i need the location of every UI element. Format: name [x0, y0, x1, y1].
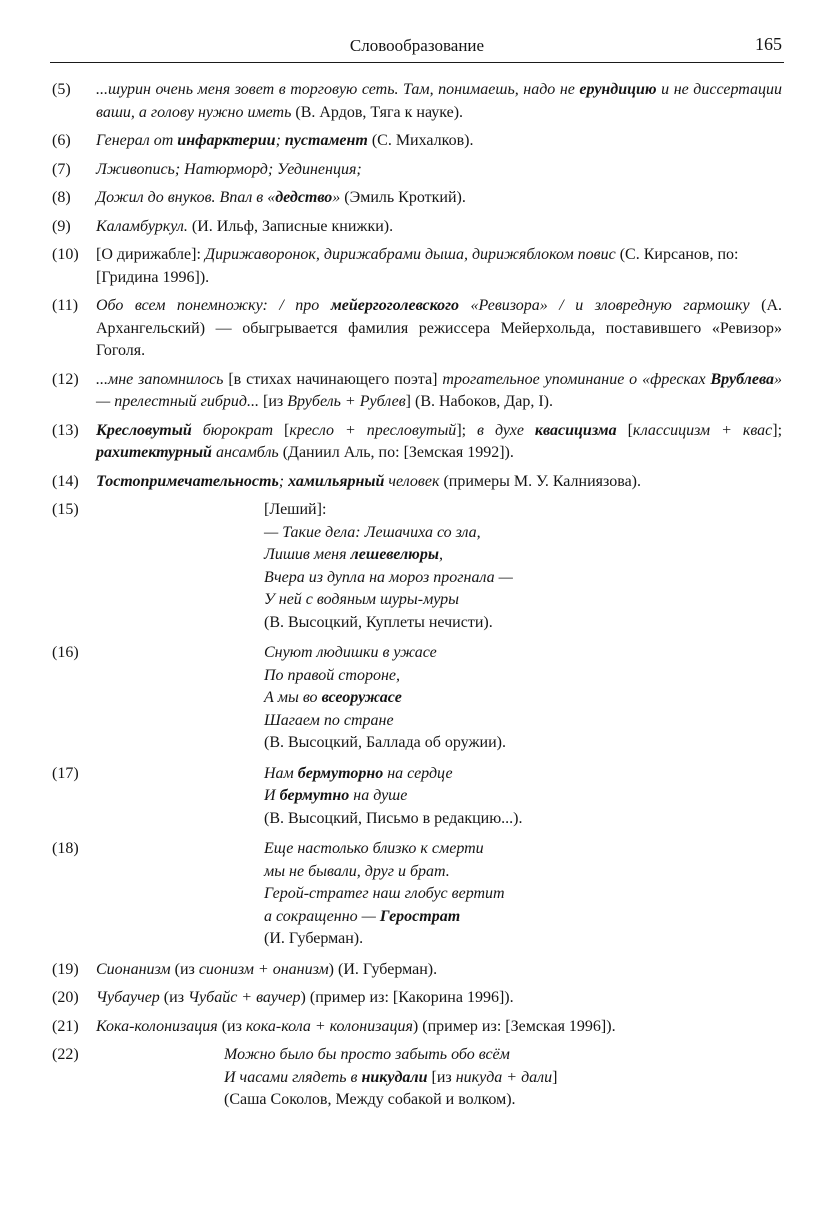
- example-text: ...мне запомнилось [в стихах начинающего поэта] трогательное упоминание о «фресках Врублева» — прелестный гибрид... [из Врубель + Рублев] (В. Набоков, Дар, I).: [96, 370, 782, 410]
- example-text: Лживопись; Натюрморд; Уединенция;: [96, 160, 362, 178]
- example-text: ...шурин очень меня зовет в торговую сеть. Там, понимаешь, надо не ерундицию и не диссертации ваши, а голову нужно иметь (В. Ардов, Тяга к науке).: [96, 81, 783, 121]
- example-number: (9): [52, 217, 71, 235]
- example-number: (17): [52, 764, 79, 782]
- example-21: [52, 1016, 782, 1039]
- poem-lines: [Леший]: — Такие дела: Лешачиха со зла, Лишив меня лешевелюры, Вчера из дупла на мороз прогнала — У ней с водяным шуры-муры (В. Высоцкий, Куплеты нечисти).: [264, 501, 513, 631]
- running-head-title: Словообразование: [349, 36, 485, 55]
- example-number: (20): [52, 989, 79, 1006]
- example-number: (13): [52, 421, 79, 439]
- poem-lines: Нам бермуторно на сердце И бермутно на душе (В. Высоцкий, Письмо в редакцию...).: [264, 764, 523, 827]
- example-8: [52, 187, 782, 210]
- example-13: [52, 420, 782, 465]
- poem-lines: Снуют людишки в ужасе По правой стороне, А мы во всеоружасе Шагаем по стране (В. Высоцкий, Баллада об оружии).: [264, 644, 506, 751]
- running-header: [50, 28, 784, 63]
- example-number: (8): [52, 189, 71, 206]
- example-text: Обо всем понемножку: / про мейергоголевского «Ревизора» / и зловредную гармошку (А. Архангельский) — обыгрывается фамилия режиссера Мейерхольда, поставившего «Ревизор» Гоголя.: [96, 297, 782, 359]
- page-body: [52, 79, 782, 1120]
- example-6: [52, 130, 782, 153]
- example-number: (12): [52, 370, 79, 388]
- example-number: (18): [52, 840, 79, 857]
- example-number: (11): [52, 297, 79, 314]
- example-number: (10): [52, 246, 79, 263]
- example-text: [О дирижабле]: Дирижаворонок, дирижабрами дыша, дирижяблоком повис (С. Кирсанов, по: [Гридина 1996]).: [96, 246, 739, 286]
- example-number: (14): [52, 472, 79, 490]
- example-15: [52, 499, 782, 634]
- example-12: [52, 369, 782, 414]
- example-5: [52, 79, 782, 124]
- example-text: Чубаучер (из Чубайс + ваучер) (пример из: [Какорина 1996]).: [96, 989, 514, 1006]
- example-number: (22): [52, 1046, 79, 1063]
- example-number: (15): [52, 501, 79, 518]
- example-number: (6): [52, 132, 71, 149]
- example-number: (5): [52, 81, 71, 98]
- example-text: Сионанизм (из сионизм + онанизм) (И. Губерман).: [96, 960, 438, 978]
- example-number: (21): [52, 1017, 79, 1035]
- example-16: [52, 642, 782, 755]
- example-text: Каламбуркул. (И. Ильф, Записные книжки).: [96, 217, 394, 235]
- example-number: (16): [52, 644, 79, 661]
- example-text: Кока-колонизация (из кока-кола + колонизация) (пример из: [Земская 1996]).: [96, 1017, 616, 1035]
- example-text: Генерал от инфарктерии; пустамент (С. Михалков).: [96, 132, 474, 149]
- example-17: [52, 763, 782, 831]
- example-10: [52, 244, 782, 289]
- example-text: Тостопримечательность; хамильярный человек (примеры М. У. Калниязова).: [96, 472, 641, 490]
- example-19: [52, 959, 782, 982]
- example-22: [52, 1044, 782, 1112]
- example-18: [52, 838, 782, 951]
- example-20: [52, 987, 782, 1010]
- example-11: [52, 295, 782, 363]
- poem-lines: Можно было бы просто забыть обо всём И часами глядеть в никудали [из никуда + дали] (Саша Соколов, Между собакой и волком).: [224, 1046, 558, 1108]
- example-text: Дожил до внуков. Впал в «дедство» (Эмиль Кроткий).: [96, 189, 466, 206]
- example-text: Кресловутый бюрократ [кресло + пресловутый]; в духе квасицизма [классицизм + квас]; рахитектурный ансамбль (Даниил Аль, по: [Земская 1992]).: [96, 421, 783, 461]
- example-9: [52, 216, 782, 239]
- example-number: (19): [52, 960, 79, 978]
- example-number: (7): [52, 160, 71, 178]
- example-14: [52, 471, 782, 494]
- poem-lines: Еще настолько близко к смерти мы не бывали, друг и брат. Герой-стратег наш глобус вертит а сокращенно — Герострат (И. Губерман).: [264, 840, 505, 947]
- example-7: [52, 159, 782, 182]
- page-number: 165: [755, 34, 782, 54]
